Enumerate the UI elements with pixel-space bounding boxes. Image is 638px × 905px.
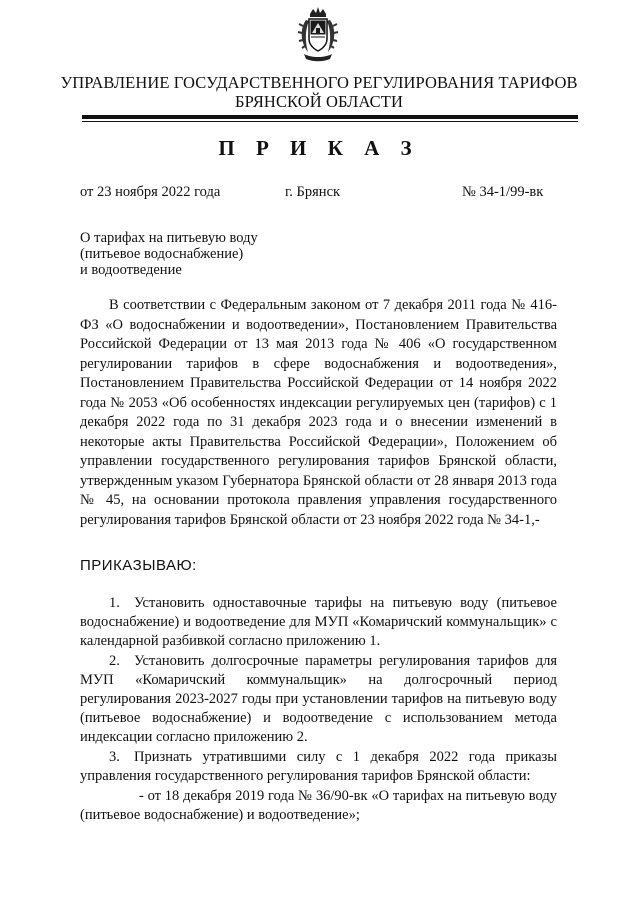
order-item-text: Установить долгосрочные параметры регулирования тарифов для МУП «Комаричский коммунальщик» на долгосрочный период регулирования 2023-2027 годы при установлении тарифов на питьевую воду (питьевое водоснабжение) и водоотведение с использованием метода индексации согласно приложению 2.: [80, 653, 557, 745]
order-item: [80, 594, 557, 651]
header-divider-thick: [82, 115, 578, 119]
document-subject: [80, 230, 258, 278]
document-date: от 23 ноября 2022 года: [80, 184, 221, 200]
subject-line: и водоотведение: [80, 262, 182, 278]
order-items: [80, 594, 557, 825]
document-number: № 34-1/99-вк: [462, 184, 544, 200]
document-title: П Р И К А З: [218, 136, 420, 160]
document-city: г. Брянск: [285, 184, 341, 200]
organization-name-line1: УПРАВЛЕНИЕ ГОСУДАРСТВЕННОГО РЕГУЛИРОВАНИЯ ТАРИФОВ: [60, 73, 578, 92]
preamble-paragraph: В соответствии с Федеральным законом от 7 декабря 2011 года № 416-ФЗ «О водоснабжении и водоотведении», Постановлением Правительства Российской Федерации от 13 мая 2013 года № 406 «О государственном регулировании тарифов в сфере водоснабжения и водоотведения», Постановлением Правительства Российской Федерации от 14 ноября 2022 года № 2053 «Об особенностях индексации регулируемых цен (тарифов) с 1 декабря 2022 года по 31 декабря 2023 года и о внесении изменений в некоторые акты Правительства Российской Федерации», Положением об управлении государственного регулирования тарифов Брянской области, утвержденным указом Губернатора Брянской области от 28 января 2013 года № 45, на основании протокола правления управления государственного регулирования тарифов Брянской области от 23 ноября 2022 года № 34-1,-: [80, 297, 557, 528]
order-sub-item: - от 18 декабря 2019 года № 36/90-вк «О тарифах на питьевую воду (питьевое водоснабжение) и водоотведение»;: [80, 788, 557, 823]
header-divider-thin: [82, 121, 578, 122]
order-item-text: Признать утратившими силу с 1 декабря 2022 года приказы управления государственного регулирования тарифов Брянской области:: [80, 749, 557, 784]
order-item-text: Установить одноставочные тарифы на питьевую воду (питьевое водоснабжение) и водоотведение для МУП «Комаричский коммунальщик» с календарной разбивкой согласно приложению 1.: [80, 595, 557, 649]
order-item-number: 1.: [109, 595, 120, 611]
order-word: ПРИКАЗЫВАЮ:: [80, 557, 197, 574]
subject-line: О тарифах на питьевую воду: [80, 230, 258, 246]
order-item: [80, 652, 557, 747]
subject-line: (питьевое водоснабжение): [80, 246, 244, 262]
organization-name-line2: БРЯНСКОЙ ОБЛАСТИ: [235, 92, 403, 111]
order-item: [80, 748, 557, 786]
organization-name: [0, 73, 638, 111]
coat-of-arms-icon: [296, 6, 340, 64]
order-item-number: 2.: [109, 653, 120, 669]
order-item-number: 3.: [109, 749, 120, 765]
